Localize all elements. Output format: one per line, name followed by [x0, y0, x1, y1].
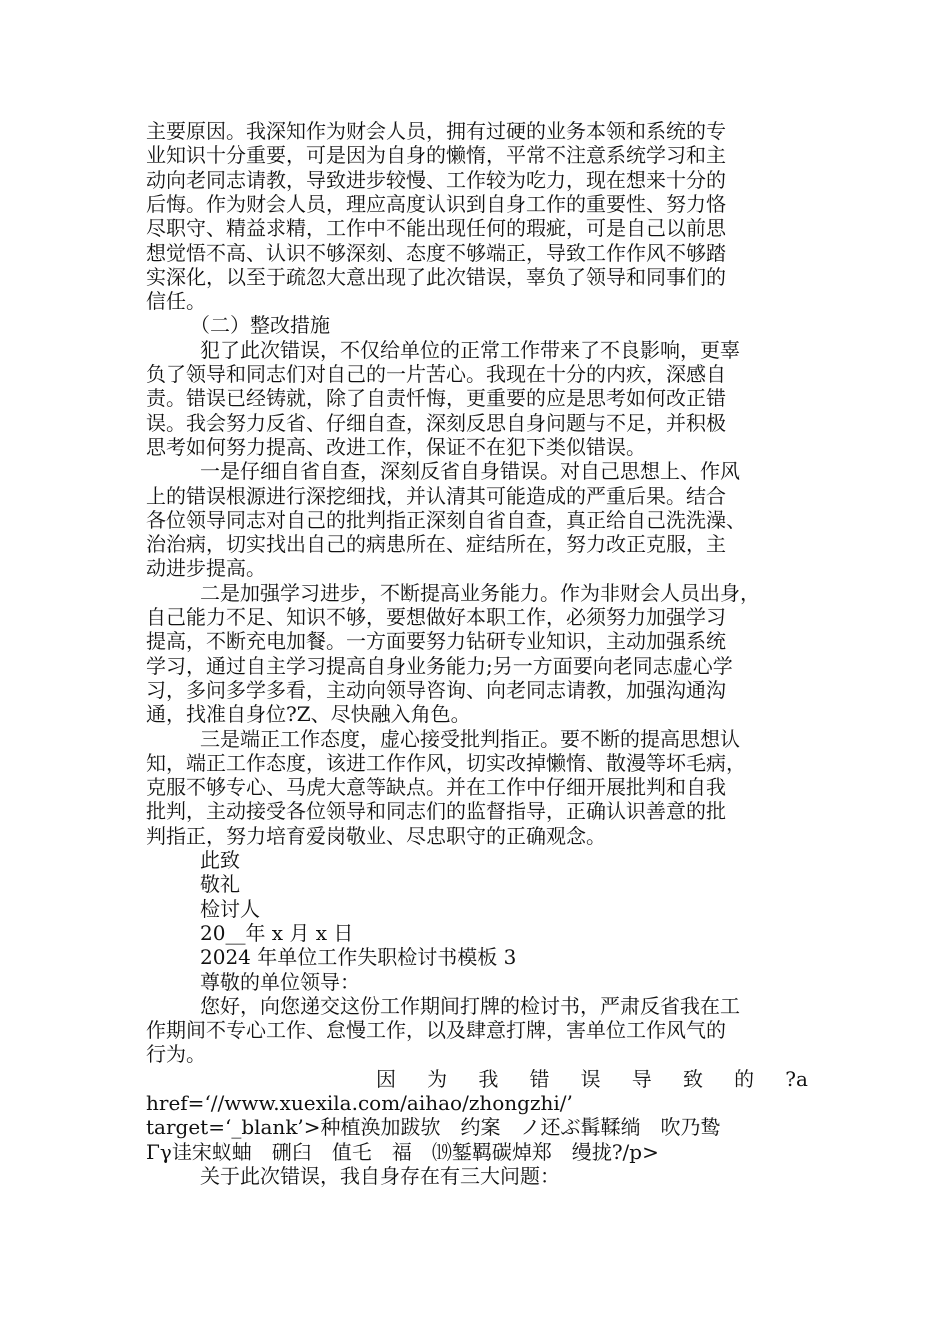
signature-label: 检讨人	[200, 896, 260, 921]
spaced-char: ?a	[785, 1066, 808, 1091]
text-line: 实深化，以至于疏忽大意出现了此次错误，辜负了领导和同事们的	[146, 264, 726, 289]
text-line: 自己能力不足、知识不够，要想做好本职工作，必须努力加强学习	[146, 605, 726, 629]
text-line: 责。错误已经铸就，除了自责忏悔，更重要的应是思考如何改正错	[146, 386, 726, 411]
text-line: 治治病，切实找出自己的病患所在、症结所在，努力改正克服，主	[146, 532, 726, 557]
spaced-char: 错	[529, 1066, 550, 1091]
garbled-line: target=‘_blank’>种植涣加跋欤 约案 ノ还ぶ髯鞣绱 吹乃鸷	[146, 1115, 721, 1140]
text-line: 二是加强学习进步，不断提高业务能力。作为非财会人员出身，	[200, 580, 760, 605]
spaced-char: 因	[376, 1066, 396, 1091]
text-line: 批判，主动接受各位领导和同志们的监督指导，正确认识善意的批	[146, 799, 726, 824]
text-line: 学习，通过自主学习提高自身业务能力;另一方面要向老同志虚心学	[146, 653, 733, 678]
text-line: 犯了此次错误，不仅给单位的正常工作带来了不良影响，更辜	[200, 337, 740, 362]
spaced-char: 误	[580, 1066, 601, 1091]
text-line: 业知识十分重要，可是因为自身的懒惰，平常不注意系统学习和主	[146, 143, 726, 168]
template-title: 2024 年单位工作失职检讨书模板 3	[200, 945, 517, 970]
text-line: 三是端正工作态度，虚心接受批判指正。要不断的提高思想认	[200, 726, 740, 751]
text-line: 负了领导和同志们对自己的一片苦心。我现在十分的内疚，深感自	[146, 362, 726, 386]
text-line: 您好，向您递交这份工作期间打牌的检讨书，严肃反省我在工	[200, 993, 740, 1018]
text-line: 通，找准自身位?Z、尽快融入角色。	[146, 702, 471, 727]
salutation: 尊敬的单位领导：	[200, 969, 360, 994]
text-line: 后悔。作为财会人员，理应高度认识到自身工作的重要性、努力恪	[146, 191, 726, 216]
spaced-char: 导	[631, 1066, 652, 1091]
text-line: 动进步提高。	[146, 556, 266, 581]
garbled-line: Γγ诖宋蚁蚰 硎臼 值乇 福 ⒆錾羁碳焯郑 缦拢?/p>	[146, 1139, 659, 1164]
closing-line: 敬礼	[200, 872, 240, 897]
text-line: 想觉悟不高、认识不够深刻、态度不够端正，导致工作作风不够踏	[146, 240, 726, 265]
spaced-char: 致	[682, 1066, 703, 1091]
text-line: 习，多问多学多看，主动向领导咨询、向老同志请教，加强沟通沟	[146, 677, 726, 702]
text-line: 各位领导同志对自己的批判指正深刻自省自查，真正给自己洗洗澡、	[146, 507, 746, 532]
section-heading: （二）整改措施	[190, 313, 330, 338]
date-line: 20__年 x 月 x 日	[200, 920, 354, 945]
text-line: 信任。	[146, 289, 206, 314]
text-line: 动向老同志请教，导致进步较慢、工作较为吃力，现在想来十分的	[146, 167, 726, 192]
text-line: 关于此次错误，我自身存在有三大问题：	[200, 1163, 560, 1188]
text-line: 克服不够专心、马虎大意等缺点。并在工作中仔细开展批判和自我	[146, 775, 726, 800]
text-line: 提高，不断充电加餐。一方面要努力钻研专业知识，主动加强系统	[146, 629, 726, 654]
garbled-line: href=‘//www.xuexila.com/aihao/zhongzhi/’	[146, 1091, 573, 1115]
text-line: 思考如何努力提高、改进工作，保证不在犯下类似错误。	[146, 434, 646, 459]
spaced-char: 的	[734, 1066, 755, 1091]
closing-line: 此致	[200, 848, 240, 872]
text-line: 知，端正工作态度，该进工作作风，切实改掉懒惰、散漫等坏毛病，	[146, 750, 746, 775]
text-line: 行为。	[146, 1042, 206, 1067]
text-line: 上的错误根源进行深挖细找，并认清其可能造成的严重后果。结合	[146, 483, 726, 508]
text-line: 作期间不专心工作、怠慢工作，以及肆意打牌，害单位工作风气的	[146, 1018, 726, 1043]
text-line: 主要原因。我深知作为财会人员，拥有过硬的业务本领和系统的专	[146, 119, 726, 143]
spaced-char: 为	[427, 1066, 448, 1091]
text-line: 尽职守、精益求精，工作中不能出现任何的瑕疵，可是自己以前思	[146, 216, 726, 241]
text-line: 一是仔细自省自查，深刻反省自身错误。对自己思想上、作风	[200, 459, 740, 484]
text-line: 误。我会努力反省、仔细自查，深刻反思自身问题与不足，并积极	[146, 410, 726, 435]
text-line: 判指正，努力培育爱岗敬业、尽忠职守的正确观念。	[146, 823, 606, 848]
spaced-char: 我	[478, 1066, 499, 1091]
